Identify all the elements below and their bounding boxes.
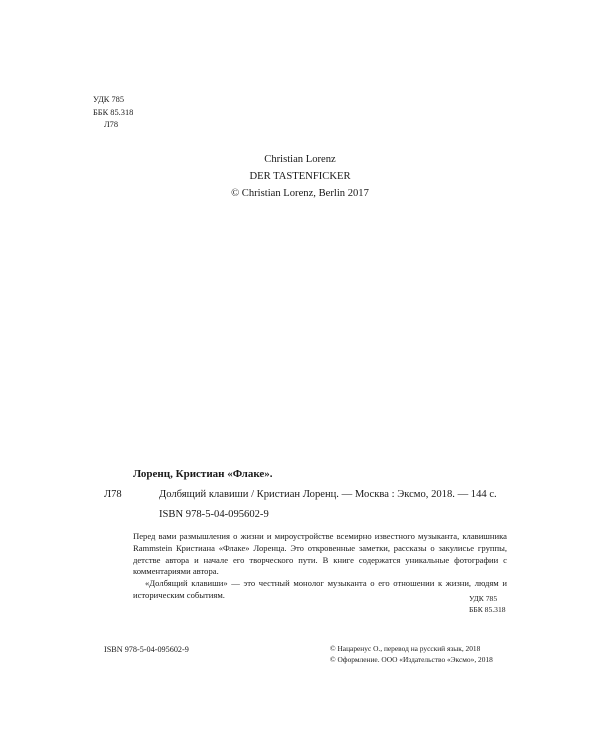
- original-author: Christian Lorenz: [264, 154, 336, 165]
- translation-copyright: © Нацаренус О., перевод на русский язык, 2018: [330, 644, 481, 653]
- catalog-author-mark: Л78: [104, 489, 122, 500]
- author-mark: Л78: [104, 120, 119, 129]
- page-top-margin: [0, 0, 600, 60]
- bbk-code: ББК 85.318: [93, 107, 134, 117]
- udk-code-bottom: УДК 785: [469, 594, 498, 603]
- original-title: DER TASTENFICKER: [249, 171, 351, 182]
- annotation: [133, 531, 507, 602]
- bbk-code-bottom: ББК 85.318: [469, 604, 506, 614]
- original-edition-block: [0, 151, 600, 202]
- udk-code: УДК 785: [93, 95, 125, 104]
- original-copyright: © Christian Lorenz, Berlin 2017: [231, 188, 369, 199]
- copyright-notices: [330, 643, 493, 665]
- catalog-author: Лоренц, Кристиан «Флаке».: [133, 468, 273, 480]
- classification-codes-top: [93, 94, 133, 132]
- annotation-paragraph-1: Перед вами размышления о жизни и мироустройстве всемирно известного музыканта, клавишника Rammstein Кристиана «Флаке» Лоренца. Это откровенные заметки, рассказы о закулисье группы, детстве автора и начале его творческого пути. В книге содержатся уникальные фотографии с комментариями автора.: [133, 531, 507, 577]
- design-copyright: © Оформление. ООО «Издательство «Эксмо», 2018: [330, 655, 493, 664]
- catalog-description: Долбящий клавиши / Кристиан Лоренц. — Москва : Эксмо, 2018. — 144 с.: [159, 489, 497, 500]
- isbn-bottom: ISBN 978-5-04-095602-9: [104, 645, 189, 654]
- catalog-isbn: ISBN 978-5-04-095602-9: [159, 509, 269, 520]
- classification-codes-bottom: [469, 594, 506, 615]
- annotation-paragraph-2: «Долбящий клавиши» — это честный монолог музыканта о его отношении к жизни, людям и историческим событиям.: [133, 578, 507, 600]
